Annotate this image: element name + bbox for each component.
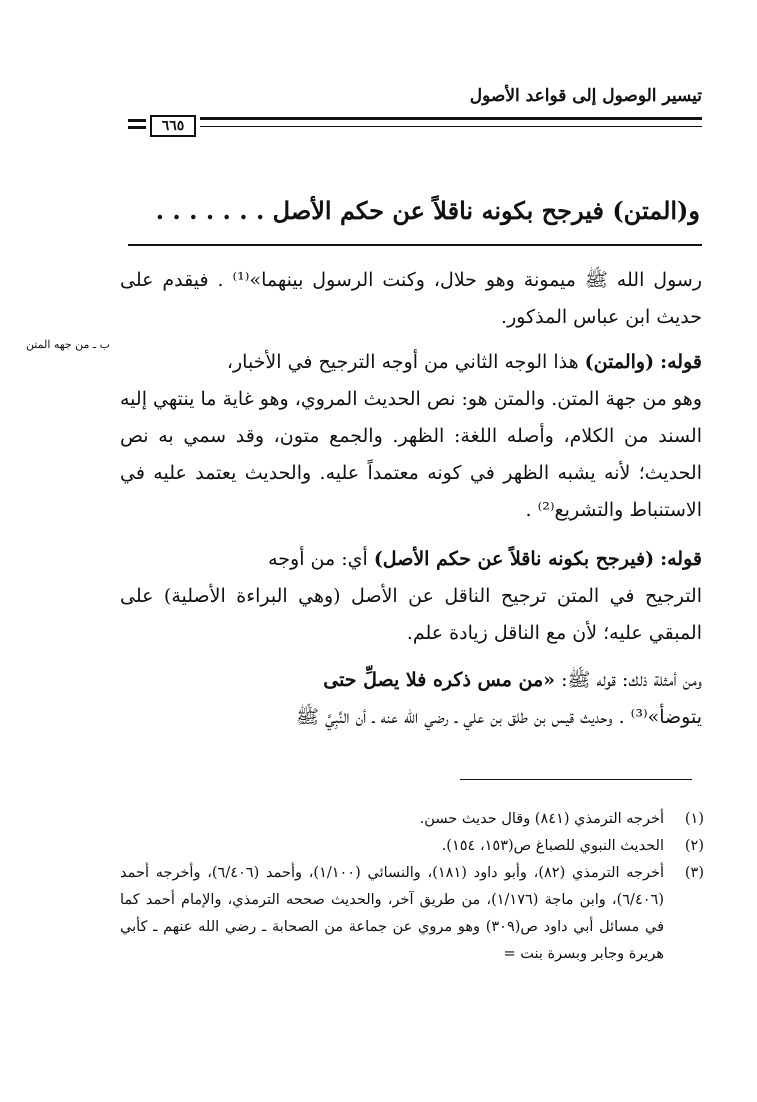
heading-rule: [128, 244, 702, 246]
paragraph-3-term: (فيرجح بكونه ناقلاً عن حكم الأصل): [373, 548, 655, 570]
paragraph-1: رسول الله ﷺ ميمونة وهو حلال، وكنت الرسول بينهما»⁽¹⁾ . فيقدم على حديث ابن عباس المذكور.: [120, 269, 702, 328]
footnotes: [120, 806, 704, 968]
footnote-text: أخرجه الترمذي (٨٤١) وقال حديث حسن.: [419, 811, 664, 827]
footnote-number: (١): [684, 811, 704, 827]
page-number-bar: [128, 119, 146, 122]
paragraph-2-lead: قوله:: [660, 351, 702, 373]
paragraph-4: [120, 662, 702, 699]
paragraph-2: [120, 344, 702, 381]
page-number: ٦٦٥: [150, 115, 196, 137]
running-head-title: تيسير الوصول إلى قواعد الأصول: [469, 86, 702, 106]
footnote-number: (٣): [684, 865, 704, 881]
page-number-bar: [128, 126, 146, 129]
footnote-item: [120, 806, 704, 833]
footnote-text: الحديث النبوي للصباغ ص(١٥٣، ١٥٤).: [441, 838, 664, 854]
section-heading: و(المتن) فيرجح بكونه ناقلاً عن حكم الأصل . . . . . . .: [155, 196, 700, 225]
footnote-rule: [460, 779, 692, 780]
paragraph-3: [120, 541, 702, 578]
paragraph-3-lead: قوله:: [660, 548, 702, 570]
margin-note: ب ـ من جهه المتن: [25, 338, 110, 351]
paragraph-2-term: (والمتن): [584, 351, 655, 373]
header-rule-thick: [200, 117, 702, 120]
header-rule-thin: [200, 126, 702, 127]
paragraph-4-quote: «من مس ذكره فلا يصلِّ حتى: [323, 669, 556, 691]
footnote-item: [120, 860, 704, 968]
paragraph-3-text: أي: من أوجه: [268, 548, 368, 570]
footnote-text: أخرجه الترمذي (٨٢)، وأبو داود (١٨١)، والنسائي (١/١٠٠)، وأحمد (٦/٤٠٦)، وأخرجه أحمد (٦/٤٠٦)، وابن ماجة (١/١٧٦)، من طريق آخر، والحديث صححه الترمذي، والإمام أحمد كما في مسائل أبي داود ص(٣٠٩) وهو مروي عن جماعة من الصحابة ـ رضي الله عنهم ـ كأبي هريرة وجابر وبسرة بنت =: [120, 865, 664, 962]
footnote-item: [120, 833, 704, 860]
paragraph-2-cont: وهو من جهة المتن. والمتن هو: نص الحديث المروي، وهو غاية ما ينتهي إليه السند من الكلام، وأصله اللغة: الظهر. والجمع متون، وقد سمي به نص الحديث؛ لأنه يشبه الظهر في كونه معتمداً عليه. والحديث يعتمد عليه في الاستنباط والتشريع⁽²⁾ .: [120, 388, 702, 521]
paragraph-2-text: هذا الوجه الثاني من أوجه الترجيح في الأخبار،: [226, 351, 579, 373]
paragraph-3-cont: الترجيح في المتن ترجيح الناقل عن الأصل (وهي البراءة الأصلية) على المبقي عليه؛ لأن مع الناقل زيادة علم.: [120, 585, 702, 644]
footnote-number: (٢): [684, 838, 704, 854]
paragraph-4-cont: يتوضأ»⁽³⁾ . وحديث قيس بن طلق بن علي ـ رضي الله عنه ـ أن النَّبِيَّ ﷺ: [296, 706, 702, 728]
paragraph-4-lead: ومن أمثلة ذلك: قوله ﷺ:: [561, 669, 702, 691]
